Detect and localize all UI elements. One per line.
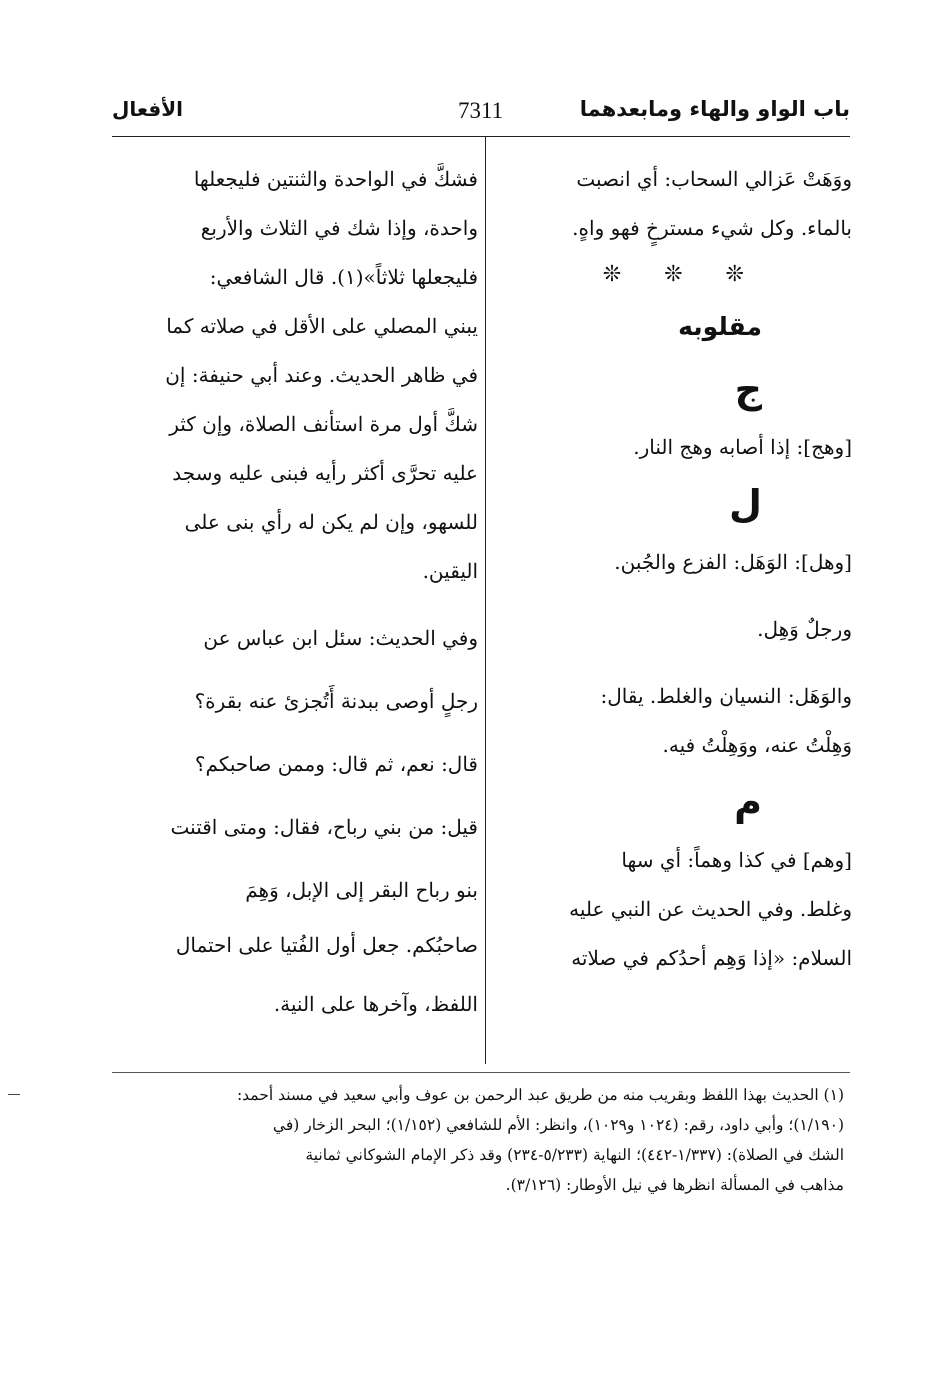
footnote-line: (١) الحديث بهذا اللفظ وبقريب منه من طريق عبد الرحمن بن عوف وأبي سعيد في مسند أحمد:	[236, 1086, 844, 1104]
text-line: بنو رباح البقر إلى الإبل، وَهِمَ	[245, 878, 478, 902]
text-line: شكَّ أول مرة استأنف الصلاة، وإن كثر	[169, 412, 478, 436]
header-section-title: الأفعال	[112, 97, 183, 121]
text-line: واحدة، وإذا شك في الثلاث والأربع	[200, 216, 478, 240]
entry-line: وَهِلْتُ عنه، ووَهِلْتُ فيه.	[662, 733, 852, 757]
letter-heading-lam: ل	[729, 482, 762, 526]
spacer	[118, 726, 478, 740]
entry-line: وغلط. وفي الحديث عن النبي عليه	[569, 897, 852, 921]
text-line: اللفظ، وآخرها على النية.	[273, 992, 478, 1016]
entry-line: [وهم] في كذا وهماً: أي سها	[621, 848, 852, 872]
text-line: عليه تحرَّى أكثر رأيه فبنى عليه وسجد	[172, 461, 478, 485]
entry-line: السلام: «إذا وَهِم أحدُكم في صلاته	[571, 946, 852, 970]
text-line: فليجعلها ثلاثاً»(١). قال الشافعي:	[209, 265, 478, 289]
page-number: 7311	[458, 98, 504, 123]
text-line: فشكَّ في الواحدة والثنتين فليجعلها	[193, 167, 478, 191]
page-header	[112, 92, 850, 132]
text-line: قال: نعم، ثم قال: وممن صاحبكم؟	[194, 752, 478, 776]
spacer	[496, 587, 852, 605]
text-line: ووَهَتْ عَزالي السحاب: أي انصبت	[576, 167, 852, 191]
footnote-line: الشك في الصلاة): (١/٣٣٧-٤٤٢)؛ النهاية (٥/٢٣٣-٢٣٤) وقد ذكر الإمام الشوكاني ثمانية	[305, 1146, 844, 1164]
entry-line: [وهل]: الوَهَل: الفزع والجُبن.	[614, 550, 852, 574]
margin-mark	[8, 1094, 20, 1095]
entry-line: [وهج]: إذا أصابه وهج النار.	[633, 435, 852, 459]
footnotes	[112, 1080, 844, 1200]
spacer	[496, 654, 852, 672]
header-divider	[112, 136, 850, 137]
footnote-line: (١/١٩٠)؛ وأبي داود، رقم: (١٠٢٤ و١٠٢٩)، وانظر: الأم للشافعي (١/١٥٢)؛ البحر الزخار (في	[272, 1116, 844, 1134]
footnote-divider	[112, 1072, 850, 1073]
spacer	[118, 663, 478, 677]
entry-line: ورجلٌ وَهِل.	[757, 617, 852, 641]
spacer	[118, 852, 478, 866]
header-chapter-title: باب الواو والهاء ومابعدهما	[579, 97, 850, 121]
section-separator-stars: ❊ ❊ ❊	[602, 262, 762, 287]
text-line: يبني المصلي على الأقل في صلاته كما	[166, 314, 478, 338]
text-line: وفي الحديث: سئل ابن عباس عن	[203, 626, 478, 650]
footnote-line: مذاهب في المسألة انظرها في نيل الأوطار: (٣/١٢٦).	[505, 1176, 844, 1194]
spacer	[118, 596, 478, 614]
right-column	[496, 155, 852, 983]
entry-line: والوَهَل: النسيان والغلط. يقال:	[600, 684, 852, 708]
spacer	[118, 970, 478, 980]
text-line: بالماء. وكل شيء مسترخٍ فهو واهٍ.	[572, 216, 852, 240]
letter-heading-jim: ج	[734, 367, 762, 411]
text-line: للسهو، وإن لم يكن له رأي بنى على	[184, 510, 478, 534]
text-line: صاحبُكم. جعل أول الفُتيا على احتمال	[175, 933, 478, 957]
text-line: في ظاهر الحديث. وعند أبي حنيفة: إن	[165, 363, 478, 387]
text-line: رجلٍ أوصى ببدنة أَتُجزئ عنه بقرة؟	[194, 689, 478, 713]
left-column	[118, 155, 478, 1029]
section-title: مقلوبه	[678, 312, 762, 341]
column-divider	[485, 137, 486, 1064]
letter-heading-mim: م	[734, 780, 762, 824]
text-line: قيل: من بني رباح، فقال: ومتى اقتنت	[170, 815, 478, 839]
text-line: اليقين.	[422, 559, 478, 583]
spacer	[118, 789, 478, 803]
